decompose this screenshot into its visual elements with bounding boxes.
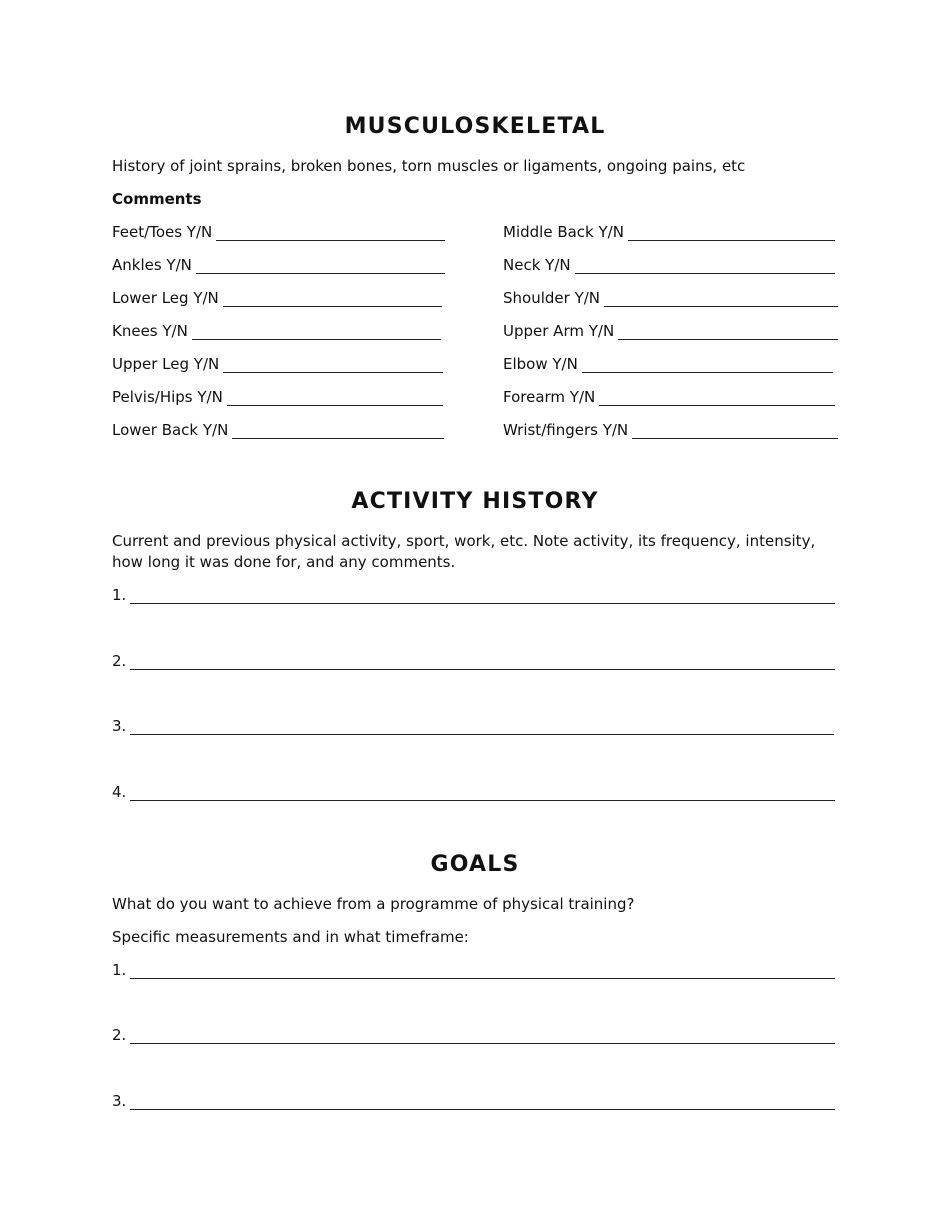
musculoskeletal-description: History of joint sprains, broken bones, torn muscles or ligaments, ongoing pains, etc xyxy=(112,157,746,175)
answer-line xyxy=(112,669,835,670)
entry-number: 2. xyxy=(112,651,130,671)
field-label: Pelvis/Hips Y/N xyxy=(112,387,227,407)
field-label: Elbow Y/N xyxy=(503,354,582,374)
field-label: Lower Back Y/N xyxy=(112,420,232,440)
answer-line xyxy=(112,978,835,979)
activity-history-heading: ACTIVITY HISTORY xyxy=(351,489,599,514)
answer-line xyxy=(112,1043,835,1044)
field-label: Knees Y/N xyxy=(112,321,192,341)
field-label: Lower Leg Y/N xyxy=(112,288,223,308)
field-label: Upper Arm Y/N xyxy=(503,321,618,341)
entry-number: 1. xyxy=(112,585,130,605)
musculoskeletal-heading: MUSCULOSKELETAL xyxy=(344,114,606,139)
entry-number: 2. xyxy=(112,1025,130,1045)
goals-question: What do you want to achieve from a programme of physical training? xyxy=(112,895,635,913)
entry-number: 1. xyxy=(112,960,130,980)
field-label: Forearm Y/N xyxy=(503,387,599,407)
field-label: Wrist/fingers Y/N xyxy=(503,420,632,440)
answer-line xyxy=(112,1109,835,1110)
answer-line xyxy=(112,603,835,604)
measurements-label: Specific measurements and in what timeframe: xyxy=(112,928,469,946)
field-label: Ankles Y/N xyxy=(112,255,196,275)
field-label: Feet/Toes Y/N xyxy=(112,222,216,242)
answer-line xyxy=(112,800,835,801)
entry-number: 4. xyxy=(112,782,130,802)
activity-history-description: Current and previous physical activity, sport, work, etc. Note activity, its frequency, intensity, how long it was done for, and any comments. xyxy=(112,532,816,571)
goals-heading: GOALS xyxy=(430,852,520,877)
field-label: Neck Y/N xyxy=(503,255,575,275)
entry-number: 3. xyxy=(112,716,130,736)
answer-line xyxy=(112,734,834,735)
entry-number: 3. xyxy=(112,1091,130,1111)
field-label: Middle Back Y/N xyxy=(503,222,628,242)
field-label: Upper Leg Y/N xyxy=(112,354,223,374)
comments-label: Comments xyxy=(112,190,202,208)
field-label: Shoulder Y/N xyxy=(503,288,604,308)
